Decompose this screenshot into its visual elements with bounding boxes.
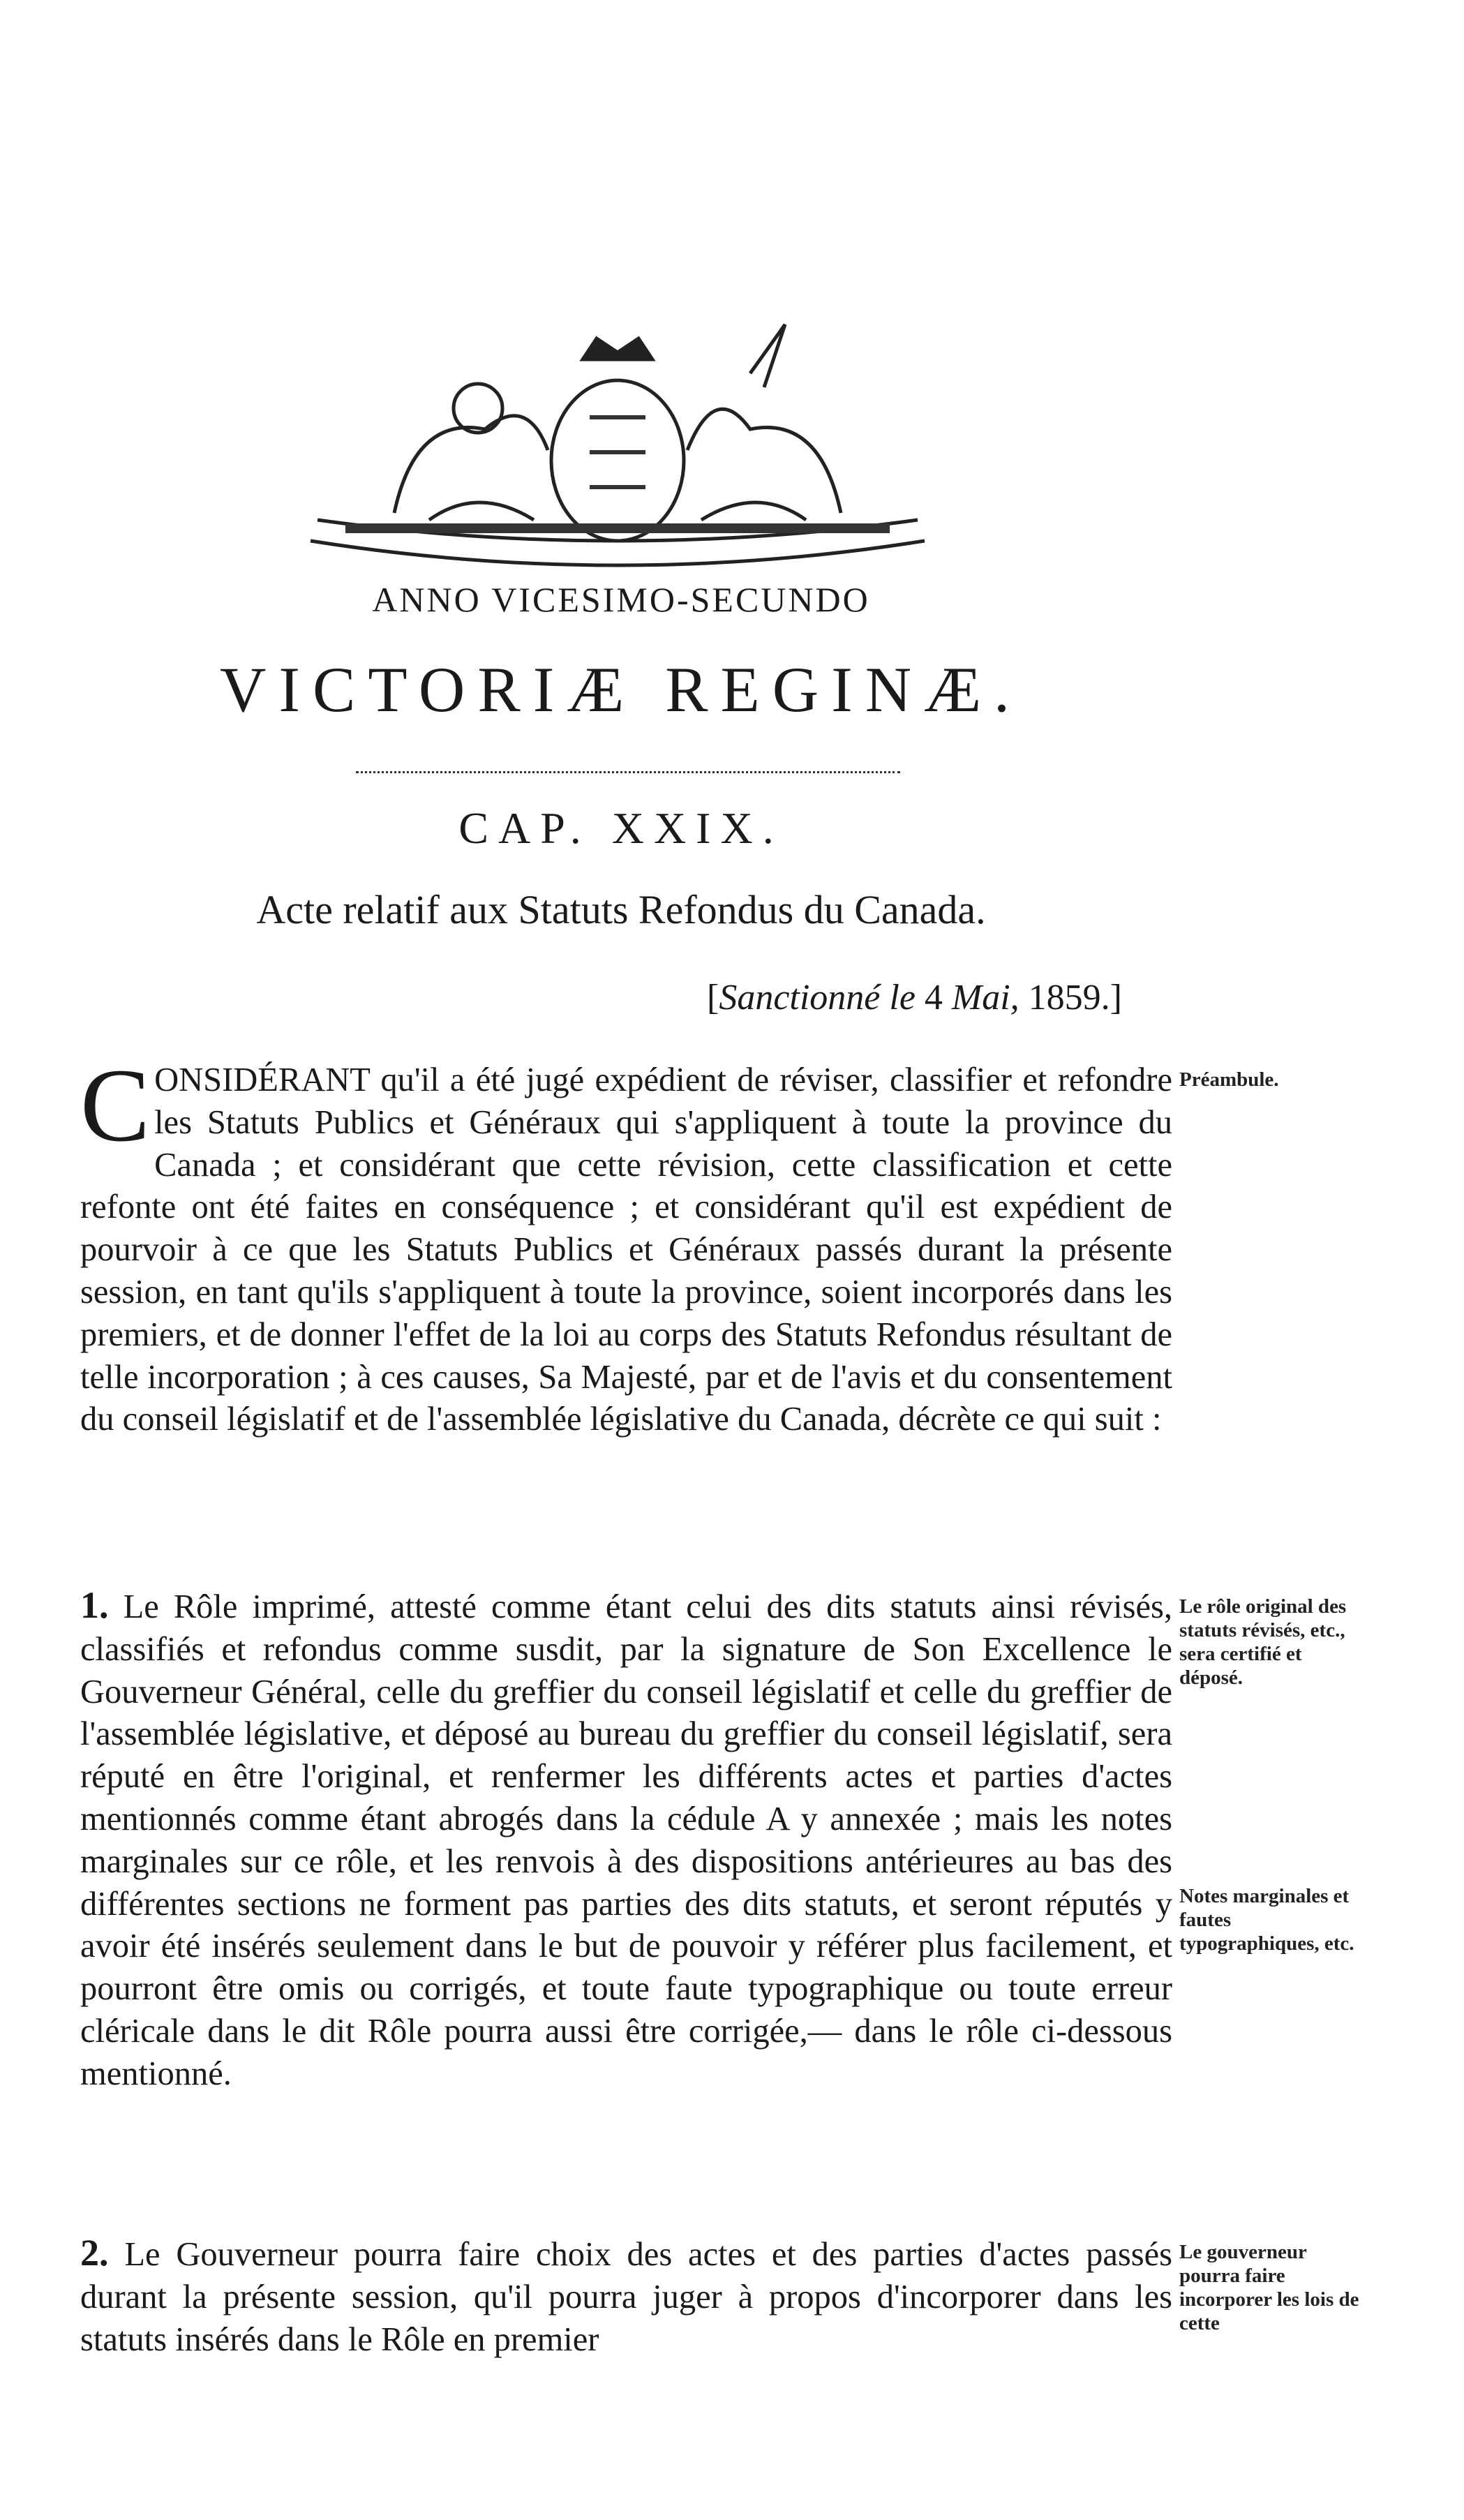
section-1-text: Le Rôle imprimé, attesté comme étant celui des dits statuts ainsi révisés, classifiés et refondus comme susdit, par la signature de Son Excellence le Gouverneur Général, celle du greffier du conseil législatif et celle du greffier de l'assemblée législative, et déposé au bureau du greffier du conseil législatif, sera réputé en être l'original, et renfermer les différents actes et parties d'actes mentionnés comme étant abrogés dans la cédule A y annexée ; mais les notes marginales sur ce rôle, et les renvois à des dispositions antérieures au bas des différentes sections ne forment pas parties des dits statuts, et seront réputés y avoir été insérés seulement dans le but de pouvoir y référer plus facilement, et pourront être omis ou corrigés, et toute faute typographique ou toute erreur cléricale dans le dit Rôle pourra aussi être corrigée,— dans le rôle ci-dessous mentionné. — [80, 1588, 1172, 2092]
section-1-paragraph — [80, 1584, 1172, 2096]
section-2-paragraph — [80, 2232, 1172, 2361]
sanction-italic: Sanctionné le — [719, 978, 916, 1017]
chapter-number: CAP. XXIX. — [458, 803, 784, 853]
reign-heading: VICTORIÆ REGINÆ. — [219, 654, 1023, 725]
margin-note-original-roll: Le rôle original des statuts révisés, etc., sera certifié et déposé. — [1179, 1595, 1347, 1689]
sanction-year: 1859.] — [1019, 978, 1122, 1017]
margin-note-preamble: Préambule. — [1179, 1068, 1279, 1091]
section-2-number: 2. — [80, 2232, 109, 2274]
sanction-month: Mai, — [951, 978, 1019, 1017]
margin-note-governor: Le gouverneur pourra faire incorporer les lois de cette — [1179, 2241, 1359, 2334]
drop-cap: C — [80, 1047, 151, 1163]
regnal-year-heading: ANNO VICESIMO-SECUNDO — [372, 580, 870, 619]
preamble-text: ONSIDÉRANT qu'il a été jugé expédient de réviser, classifier et refondre les Statuts Publics et Généraux qui s'appliquent à toute la province du Canada ; et considérant que cette révision, cette classification et cette refonte ont été faites en conséquence ; et considérant qu'il est expédient de pourvoir à ce que les Statuts Publics et Généraux passés durant la présente session, en tant qu'ils s'appliquent à toute la province, soient incorporés dans les premiers, et de donner l'effet de la loi au corps des Statuts Refondus résultant de telle incorporation ; à ces causes, Sa Majesté, par et de l'avis et du consentement du conseil législatif et de l'assemblée législative du Canada, décrète ce qui suit : — [80, 1061, 1172, 1438]
sanction-day: 4 — [915, 978, 952, 1017]
margin-note-marginal-notes: Notes marginales et fautes typographiques, etc. — [1179, 1885, 1354, 1955]
section-2-text: Le Gouverneur pourra faire choix des actes et des parties d'actes passés durant la présente session, qu'il pourra juger à propos d'incorporer dans les statuts insérés dans le Rôle en premier — [80, 2236, 1172, 2358]
act-title: Acte relatif aux Statuts Refondus du Canada. — [256, 887, 986, 932]
sanction-date — [707, 977, 1122, 1018]
royal-coat-of-arms-icon — [304, 311, 932, 590]
preamble-paragraph — [80, 1047, 1172, 1441]
section-1-number: 1. — [80, 1584, 109, 1626]
divider-rule — [356, 771, 900, 773]
sanction-prefix: [ — [706, 978, 719, 1017]
